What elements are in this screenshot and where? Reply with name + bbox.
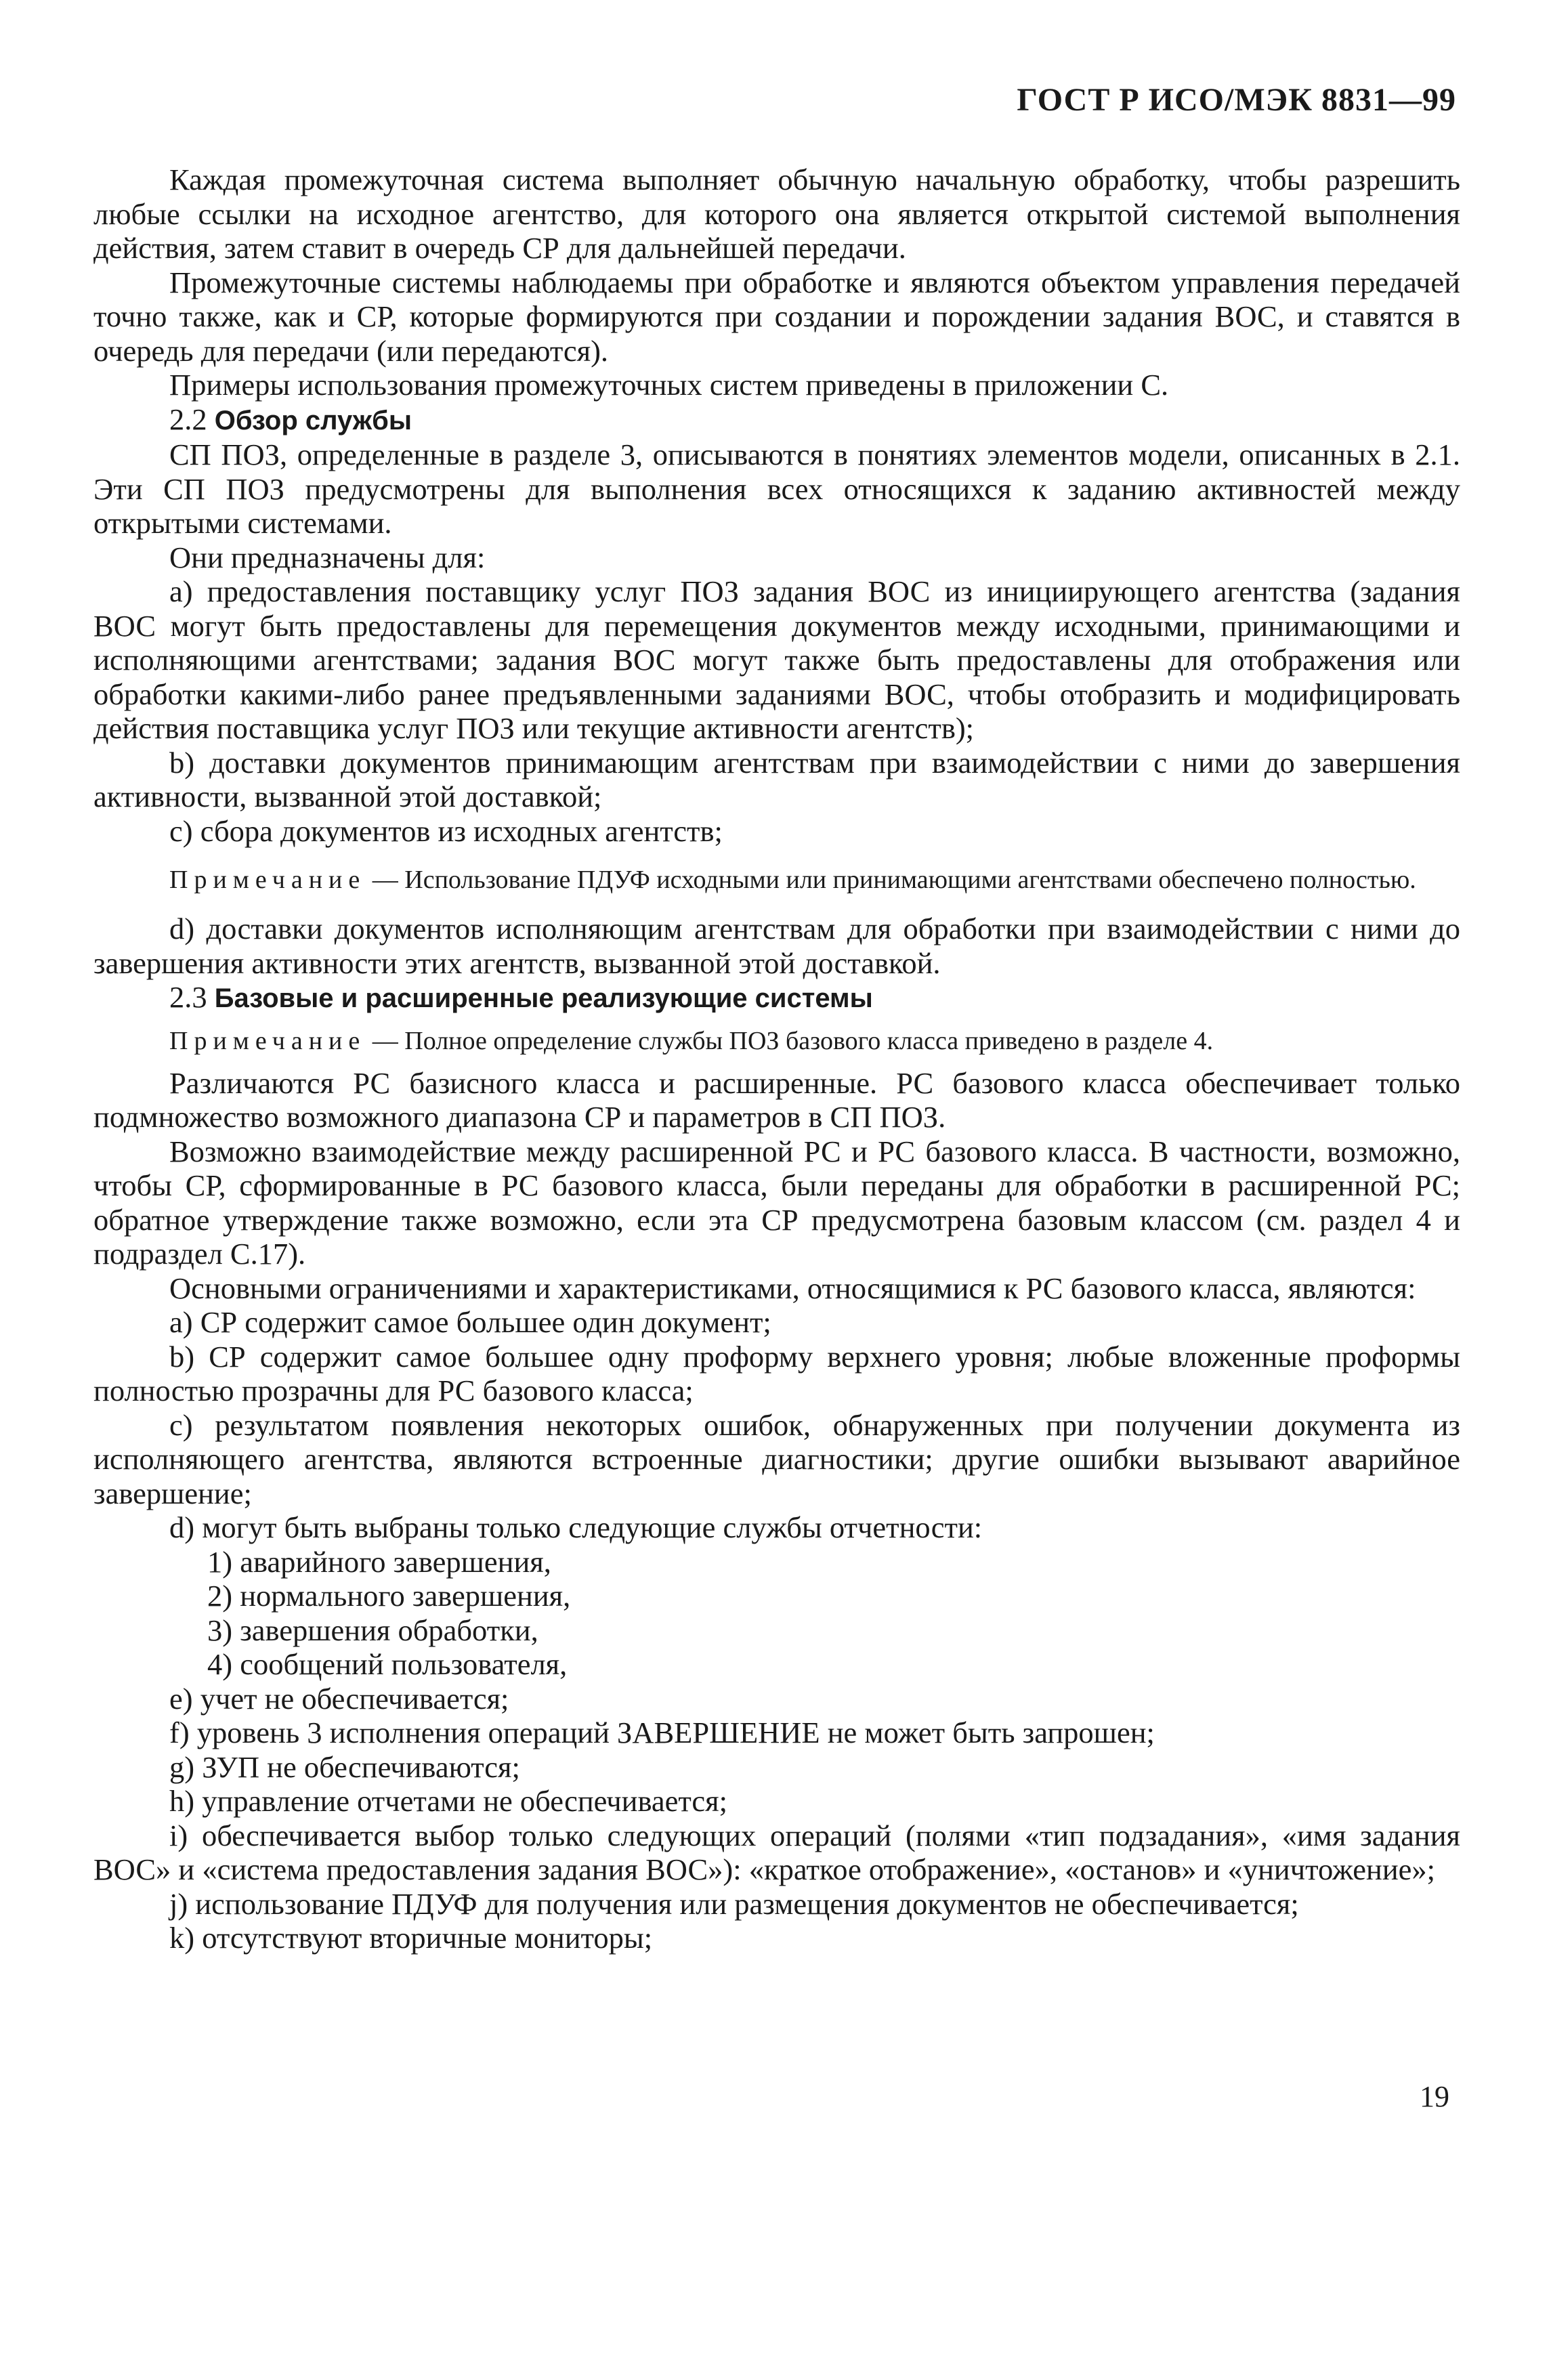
paragraph: Каждая промежуточная система выполняет обычную начальную обработку, чтобы разрешить любые ссылки на исходное агентство, для которого она является открытой системой выполнения действия, затем ставит в очередь СР для дальнейшей передачи. [93, 163, 1460, 265]
list-item: b) СР содержит самое большее одну проформу верхнего уровня; любые вложенные проформы полностью прозрачны для РС базового класса; [93, 1339, 1460, 1407]
list-item: j) использование ПДУФ для получения или размещения документов не обеспечивается; [169, 1886, 1299, 1921]
note-text: — Использование ПДУФ исходными или принимающими агентствами обеспечено полностью. [366, 866, 1416, 894]
note-label: Примечание [169, 1026, 366, 1055]
list-item: с) результатом появления некоторых ошибок, обнаруженных при получении документа из исполняющего агентства, являются встроенные диагностики; другие ошибки вызывают аварийное завершение; [93, 1407, 1460, 1510]
section-title: Базовые и расширенные реализующие системы [214, 983, 873, 1013]
paragraph: Они предназначены для: [169, 540, 486, 574]
list-item: е) учет не обеспечивается; [169, 1681, 509, 1716]
sub-list-item: 1) аварийного завершения, [207, 1544, 551, 1579]
list-item: d) могут быть выбраны только следующие службы отчетности: [169, 1510, 983, 1544]
list-item: f) уровень 3 исполнения операций ЗАВЕРШЕНИЕ не может быть запрошен; [169, 1716, 1155, 1749]
page-number: 19 [1420, 2080, 1449, 2113]
sub-list-item: 4) сообщений пользователя, [207, 1647, 568, 1681]
paragraph: Промежуточные системы наблюдаемы при обработке и являются объектом управления передачей точно также, как и СР, которые формируются при создании и порождении задания ВОС, и ставятся в очередь для передачи (или передаются). [93, 265, 1460, 368]
list-item: а) СР содержит самое большее один документ; [169, 1305, 771, 1339]
paragraph: Различаются РС базисного класса и расширенные. РС базового класса обеспечивает только подмножество возможного диапазона СР и параметров в СП ПОЗ. [93, 1065, 1460, 1134]
note-label: Примечание [169, 866, 366, 894]
note [93, 1025, 1460, 1057]
note [93, 864, 1460, 895]
list-item: h) управление отчетами не обеспечивается; [169, 1784, 727, 1818]
paragraph: Основными ограничениями и характеристиками, относящимися к РС базового класса, являются: [169, 1271, 1416, 1305]
list-item: а) предоставления поставщику услуг ПОЗ задания ВОС из инициирующего агентства (задания ВОС могут быть предоставлены для перемещения документов между исходными, принимающими и исполняющими агентствами; задания ВОС могут также быть предоставлены для отображения или обработки какими-либо ранее предъявленными заданиями ВОС, чтобы отобразить и модифицировать действия поставщика услуг ПОЗ или текущие активности агентств); [93, 574, 1460, 745]
paragraph: СП ПОЗ, определенные в разделе 3, описываются в понятиях элементов модели, описанных в 2.1. Эти СП ПОЗ предусмотрены для выполнения всех относящихся к заданию активностей между открытыми системами. [93, 438, 1460, 540]
paragraph: Возможно взаимодействие между расширенной РС и РС базового класса. В частности, возможно, чтобы СР, сформированные в РС базового класса, были переданы для обработки в расширенной РС; обратное утверждение также возможно, если эта СР предусмотрена базовым классом (см. раздел 4 и подраздел С.17). [93, 1134, 1460, 1271]
note-text: — Полное определение службы ПОЗ базового класса приведено в разделе 4. [366, 1026, 1214, 1055]
page-header: ГОСТ Р ИСО/МЭК 8831—99 [1017, 82, 1456, 118]
sub-list-item: 2) нормального завершения, [207, 1579, 571, 1613]
section-number: 2.3 [169, 980, 207, 1014]
section-heading-2-2 [93, 402, 1460, 438]
list-item: d) доставки документов исполняющим агентствам для обработки при взаимодействии с ними до завершения активности этих агентств, вызванной этой доставкой. [93, 912, 1460, 980]
list-item: g) ЗУП не обеспечиваются; [169, 1749, 520, 1784]
document-body [93, 163, 1460, 1955]
section-heading-2-3 [93, 980, 1460, 1016]
list-item: с) сбора документов из исходных агентств; [169, 813, 723, 848]
list-item: i) обеспечивается выбор только следующих операций (полями «тип подзадания», «имя задания ВОС» и «система предоставления задания ВОС»): «краткое отображение», «останов» и «уничтожение»; [93, 1818, 1460, 1886]
paragraph: Примеры использования промежуточных систем приведены в приложении С. [169, 368, 1169, 402]
sub-list-item: 3) завершения обработки, [207, 1613, 538, 1647]
list-item: b) доставки документов принимающим агентствам при взаимодействии с ними до завершения активности, вызванной этой доставкой; [93, 745, 1460, 813]
section-title: Обзор службы [214, 405, 412, 435]
list-item: k) отсутствуют вторичные мониторы; [169, 1921, 653, 1955]
section-number: 2.2 [169, 402, 207, 436]
